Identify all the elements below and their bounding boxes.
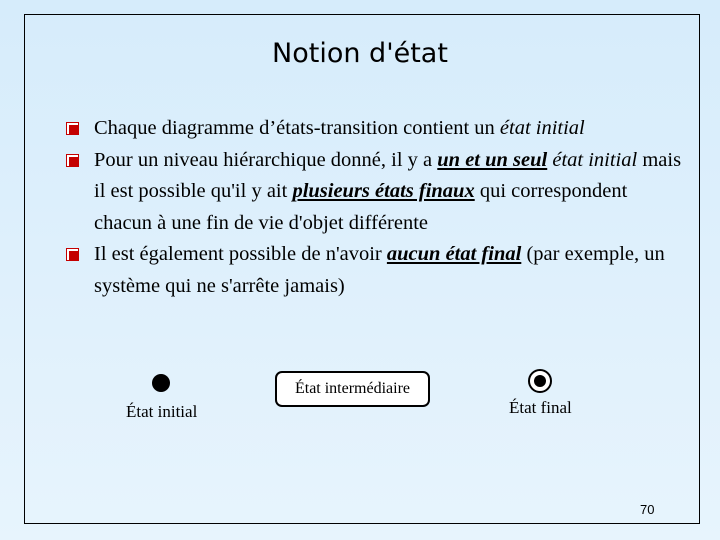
intermediate-state-box (275, 371, 430, 407)
slide-title: Notion d'état (272, 38, 448, 69)
bullet-item: Pour un niveau hiérarchique donné, il y a un et un seul état initial mais il est possible qu'il y ait plusieurs états finaux qui correspondent chacun à une fin de vie d'objet différente (66, 145, 686, 240)
final-state-label: État final (509, 398, 572, 417)
checkbox-bullet-icon (66, 154, 79, 167)
bullet-list (66, 113, 686, 302)
initial-state-label: État initial (126, 402, 198, 421)
bullet-item: Chaque diagramme d’états-transition contient un état initial (66, 113, 686, 145)
final-state-circle (528, 369, 552, 393)
bullet-item: Il est également possible de n'avoir aucun état final (par exemple, un système qui ne s'arrête jamais) (66, 239, 686, 302)
initial-state-dot (152, 374, 170, 392)
page-number: 70 (640, 502, 655, 517)
final-state-dot (534, 375, 546, 387)
intermediate-state-label: État intermédiaire (294, 380, 411, 397)
checkbox-bullet-icon (66, 122, 79, 135)
checkbox-bullet-icon (66, 248, 79, 261)
